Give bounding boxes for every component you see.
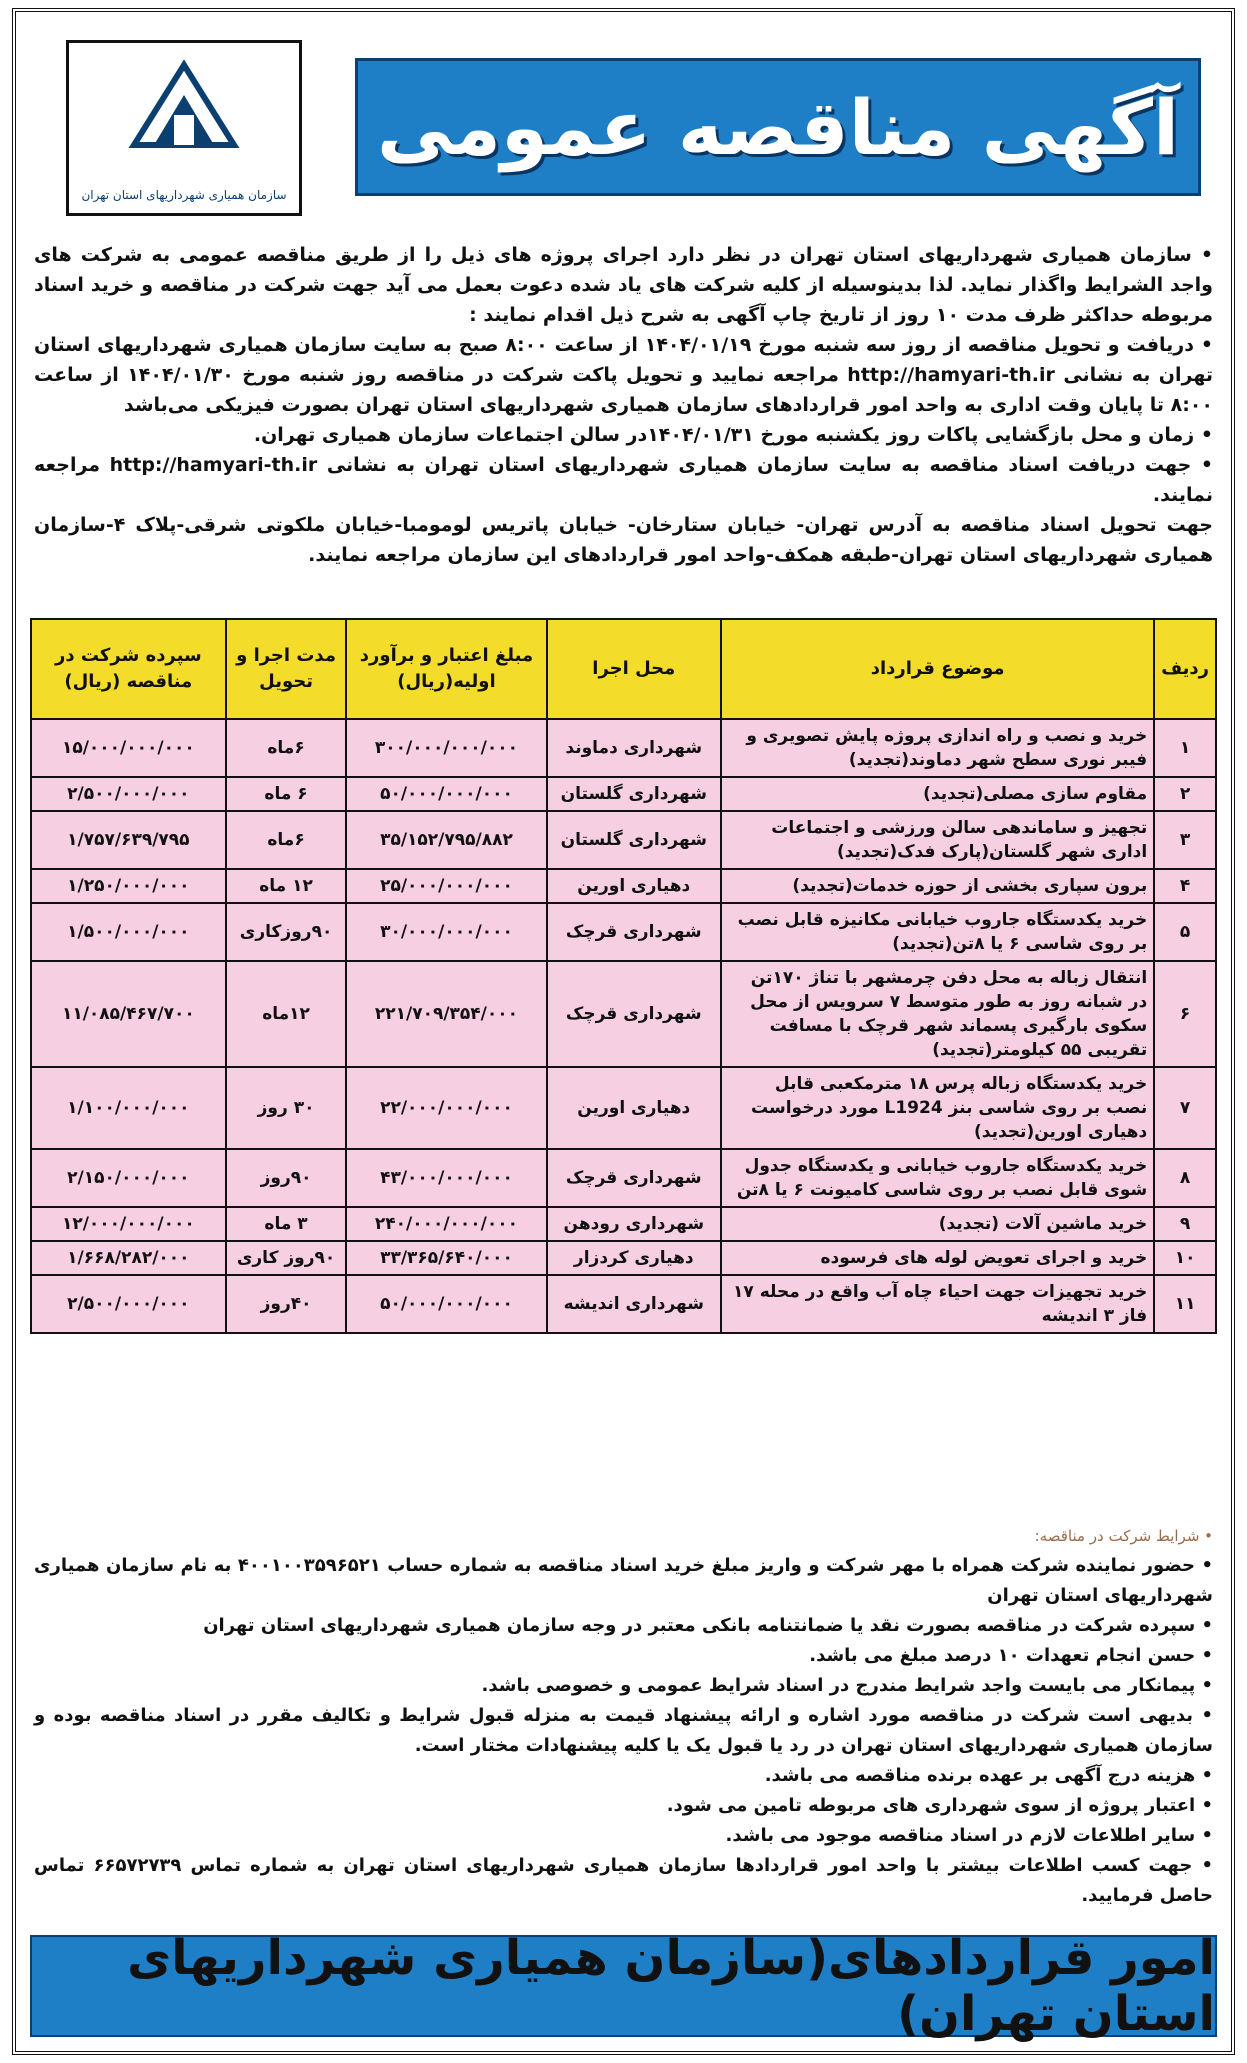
cell-budget: ۳۵/۱۵۲/۷۹۵/۸۸۲ [346,811,546,869]
intro-paragraph: • دریافت و تحویل مناقصه از روز سه شنبه مورخ ۱۴۰۴/۰۱/۱۹ از ساعت ۸:۰۰ صبح به سایت سازمان همیاری شهرداریهای استان تهران به نشانی http://hamyari-th.ir مراجعه نمایید و تحویل پاکت شرکت در مناقصه روز شنبه مورخ ۱۴۰۴/۰۱/۳۰ از ساعت ۸:۰۰ تا پایان وقت اداری به واحد امور قراردادهای سازمان همیاری شهرداریهای استان تهران بصورت فیزیکی می‌باشد [34,334,1214,416]
page-title: آگهی مناقصه عمومی [376,82,1180,172]
tender-notice [12,8,1235,2055]
cell-budget: ۵۰/۰۰۰/۰۰۰/۰۰۰ [346,1275,546,1333]
table-row [31,1067,1216,1149]
header [26,22,1221,220]
cell-deposit: ۱/۷۵۷/۶۳۹/۷۹۵ [31,811,226,869]
logo-text: سازمان همیاری شهرداریهای استان تهران [81,188,287,202]
header-budget: مبلغ اعتبار و برآورد اولیه(ریال) [346,619,546,719]
cell-place: شهرداری اندیشه [547,1275,722,1333]
cell-duration: ۳ ماه [226,1207,347,1241]
cell-place: دهیاری اورین [547,1067,722,1149]
cell-row-number: ۱ [1154,719,1216,777]
cell-budget: ۴۳/۰۰۰/۰۰۰/۰۰۰ [346,1149,546,1207]
cell-duration: ۹۰روز [226,1149,347,1207]
cell-subject: خرید یکدستگاه جاروب خیابانی مکانیزه قابل نصب بر روی شاسی ۶ یا ۸تن(تجدید) [721,903,1154,961]
header-place: محل اجرا [547,619,722,719]
header-row-number: ردیف [1154,619,1216,719]
cell-deposit: ۲/۱۵۰/۰۰۰/۰۰۰ [31,1149,226,1207]
cell-row-number: ۸ [1154,1149,1216,1207]
cell-budget: ۳۰/۰۰۰/۰۰۰/۰۰۰ [346,903,546,961]
table-row [31,961,1216,1067]
cell-duration: ۹۰روزکاری [226,903,347,961]
cell-duration: ۱۲ ماه [226,869,347,903]
cell-row-number: ۹ [1154,1207,1216,1241]
condition-item: • بدیهی است شرکت در مناقصه مورد اشاره و ارائه پیشنهاد قیمت به منزله قبول شرایط و تکالیف مقرر در اسناد مناقصه بوده و سازمان همیاری شهرداریهای استان تهران در رد یا قبول یک یا کلیه پیشنهادات مختار است. [34,1705,1213,1756]
cell-subject: خرید تجهیزات جهت احیاء چاه آب واقع در محله ۱۷ فاز ۳ اندیشه [721,1275,1154,1333]
cell-row-number: ۳ [1154,811,1216,869]
table-row [31,777,1216,811]
cell-subject: خرید و نصب و راه اندازی پروژه پایش تصویری و فیبر نوری سطح شهر دماوند(تجدید) [721,719,1154,777]
table-header-row [31,619,1216,719]
cell-place: شهرداری گلستان [547,811,722,869]
cell-budget: ۲۴۰/۰۰۰/۰۰۰/۰۰۰ [346,1207,546,1241]
table-row [31,1149,1216,1207]
cell-subject: خرید و اجرای تعویض لوله های فرسوده [721,1241,1154,1275]
table-body [31,719,1216,1333]
cell-duration: ۶ماه [226,719,347,777]
cell-subject: تجهیز و ساماندهی سالن ورزشی و اجتماعات اداری شهر گلستان(پارک فدک(تجدید) [721,811,1154,869]
cell-subject: خرید ماشین آلات (تجدید) [721,1207,1154,1241]
footer-title: امور قراردادهای(سازمان همیاری شهرداریهای استان تهران) [127,1930,1215,2042]
cell-deposit: ۱/۲۵۰/۰۰۰/۰۰۰ [31,869,226,903]
cell-subject: انتقال زباله به محل دفن چرمشهر با تناژ ۱۷۰تن در شبانه روز به طور متوسط ۷ سرویس از محل سکوی بارگیری پسماند شهر قرچک با مسافت تقریبی ۵۵ کیلومتر(تجدید) [721,961,1154,1067]
cell-deposit: ۱۵/۰۰۰/۰۰۰/۰۰۰ [31,719,226,777]
organization-logo [66,40,302,216]
cell-budget: ۳۰۰/۰۰۰/۰۰۰/۰۰۰ [346,719,546,777]
projects-table [30,618,1217,1334]
cell-row-number: ۵ [1154,903,1216,961]
header-subject: موضوع قرارداد [721,619,1154,719]
cell-deposit: ۱۱/۰۸۵/۴۶۷/۷۰۰ [31,961,226,1067]
cell-place: شهرداری قرچک [547,961,722,1067]
header-deposit: سپرده شرکت در مناقصه (ریال) [31,619,226,719]
condition-item: • حسن انجام تعهدات ۱۰ درصد مبلغ می باشد. [809,1645,1213,1666]
cell-row-number: ۲ [1154,777,1216,811]
condition-item: • هزینه درج آگهی بر عهده برنده مناقصه می باشد. [764,1765,1213,1786]
cell-row-number: ۱۱ [1154,1275,1216,1333]
cell-budget: ۲۲/۰۰۰/۰۰۰/۰۰۰ [346,1067,546,1149]
cell-place: شهرداری گلستان [547,777,722,811]
cell-duration: ۱۲ماه [226,961,347,1067]
cell-budget: ۲۵/۰۰۰/۰۰۰/۰۰۰ [346,869,546,903]
condition-item: • سپرده شرکت در مناقصه بصورت نقد یا ضمانتنامه بانکی معتبر در وجه سازمان همیاری شهرداریهای استان تهران [203,1615,1213,1636]
cell-deposit: ۱/۶۶۸/۲۸۲/۰۰۰ [31,1241,226,1275]
cell-duration: ۶ماه [226,811,347,869]
cell-row-number: ۱۰ [1154,1241,1216,1275]
conditions-title: • شرایط شرکت در مناقصه: [1034,1527,1213,1545]
cell-subject: خرید یکدستگاه جاروب خیابانی و یکدستگاه جدول شوی قابل نصب بر روی شاسی کامیونت ۶ یا ۸تن [721,1149,1154,1207]
cell-subject: مقاوم سازی مصلی(تجدید) [721,777,1154,811]
header-duration: مدت اجرا و تحویل [226,619,347,719]
cell-subject: خرید یکدستگاه زباله پرس ۱۸ مترمکعبی قابل نصب بر روی شاسی بنز L1924 مورد درخواست دهیاری اورین(تجدید) [721,1067,1154,1149]
table-row [31,869,1216,903]
cell-row-number: ۶ [1154,961,1216,1067]
table-row [31,719,1216,777]
cell-budget: ۲۲۱/۷۰۹/۳۵۴/۰۰۰ [346,961,546,1067]
cell-duration: ۳۰ روز [226,1067,347,1149]
intro-paragraph: جهت تحویل اسناد مناقصه به آدرس تهران- خیابان ستارخان- خیابان پاتریس لومومبا-خیابان ملکوتی شرقی-پلاک ۴-سازمان همیاری شهرداریهای استان تهران-طبقه همکف-واحد امور قراردادهای این سازمان مراجعه نمایند. [34,514,1213,566]
intro-paragraph: • جهت دریافت اسناد مناقصه به سایت سازمان همیاری شهرداریهای استان تهران به نشانی http://hamyari-th.ir مراجعه نمایند. [34,454,1213,506]
cell-budget: ۵۰/۰۰۰/۰۰۰/۰۰۰ [346,777,546,811]
projects-table-wrap [30,618,1217,1334]
cell-duration: ۴۰روز [226,1275,347,1333]
condition-item: • پیمانکار می بایست واجد شرایط مندرج در اسناد شرایط عمومی و خصوصی باشد. [481,1675,1213,1696]
table-row [31,903,1216,961]
cell-place: شهرداری قرچک [547,1149,722,1207]
condition-item: • جهت کسب اطلاعات بیشتر با واحد امور قراردادها سازمان همیاری شهرداریهای استان تهران به شماره تماس ۶۶۵۷۲۷۳۹ تماس حاصل فرمایید. [34,1855,1213,1906]
cell-place: دهیاری اورین [547,869,722,903]
cell-row-number: ۴ [1154,869,1216,903]
title-banner [355,58,1201,196]
cell-duration: ۶ ماه [226,777,347,811]
conditions-list [34,1551,1213,1911]
intro-paragraph: • زمان و محل بازگشایی پاکات روز یکشنبه مورخ ۱۴۰۴/۰۱/۳۱در سالن اجتماعات سازمان همیاری تهران. [253,424,1213,446]
intro-paragraph: • سازمان همیاری شهرداریهای استان تهران در نظر دارد اجرای پروژه های ذیل را از طریق مناقصه عمومی به شرکت های واجد الشرایط واگذار نماید. لذا بدینوسیله از کلیه شرکت های یاد شده دعوت بعمل می آید جهت شرکت در مناقصه و خرید اسناد مربوطه حداکثر ظرف مدت ۱۰ روز از تاریخ چاپ آگهی به شرح ذیل اقدام نمایند : [34,244,1213,326]
cell-deposit: ۱/۵۰۰/۰۰۰/۰۰۰ [31,903,226,961]
cell-subject: برون سپاری بخشی از حوزه خدمات(تجدید) [721,869,1154,903]
cell-place: شهرداری رودهن [547,1207,722,1241]
table-row [31,811,1216,869]
table-row [31,1207,1216,1241]
logo-icon [124,55,244,155]
cell-place: دهیاری کردزار [547,1241,722,1275]
footer-banner [30,1930,1217,2042]
cell-deposit: ۱۲/۰۰۰/۰۰۰/۰۰۰ [31,1207,226,1241]
cell-place: شهرداری قرچک [547,903,722,961]
cell-deposit: ۲/۵۰۰/۰۰۰/۰۰۰ [31,1275,226,1333]
cell-deposit: ۲/۵۰۰/۰۰۰/۰۰۰ [31,777,226,811]
cell-budget: ۳۳/۳۶۵/۶۴۰/۰۰۰ [346,1241,546,1275]
cell-duration: ۹۰روز کاری [226,1241,347,1275]
condition-item: • حضور نماینده شرکت همراه با مهر شرکت و واریز مبلغ خرید اسناد مناقصه به شماره حساب ۴۰۰۱۰۰۳۵۹۶۵۲۱ به نام سازمان همیاری شهرداریهای استان تهران [34,1555,1214,1606]
cell-deposit: ۱/۱۰۰/۰۰۰/۰۰۰ [31,1067,226,1149]
cell-row-number: ۷ [1154,1067,1216,1149]
condition-item: • سایر اطلاعات لازم در اسناد مناقصه موجود می باشد. [725,1825,1213,1846]
condition-item: • اعتبار پروژه از سوی شهرداری های مربوطه تامین می شود. [666,1795,1213,1816]
intro-text [34,240,1213,570]
table-row [31,1241,1216,1275]
conditions [34,1521,1213,1911]
cell-place: شهرداری دماوند [547,719,722,777]
table-row [31,1275,1216,1333]
